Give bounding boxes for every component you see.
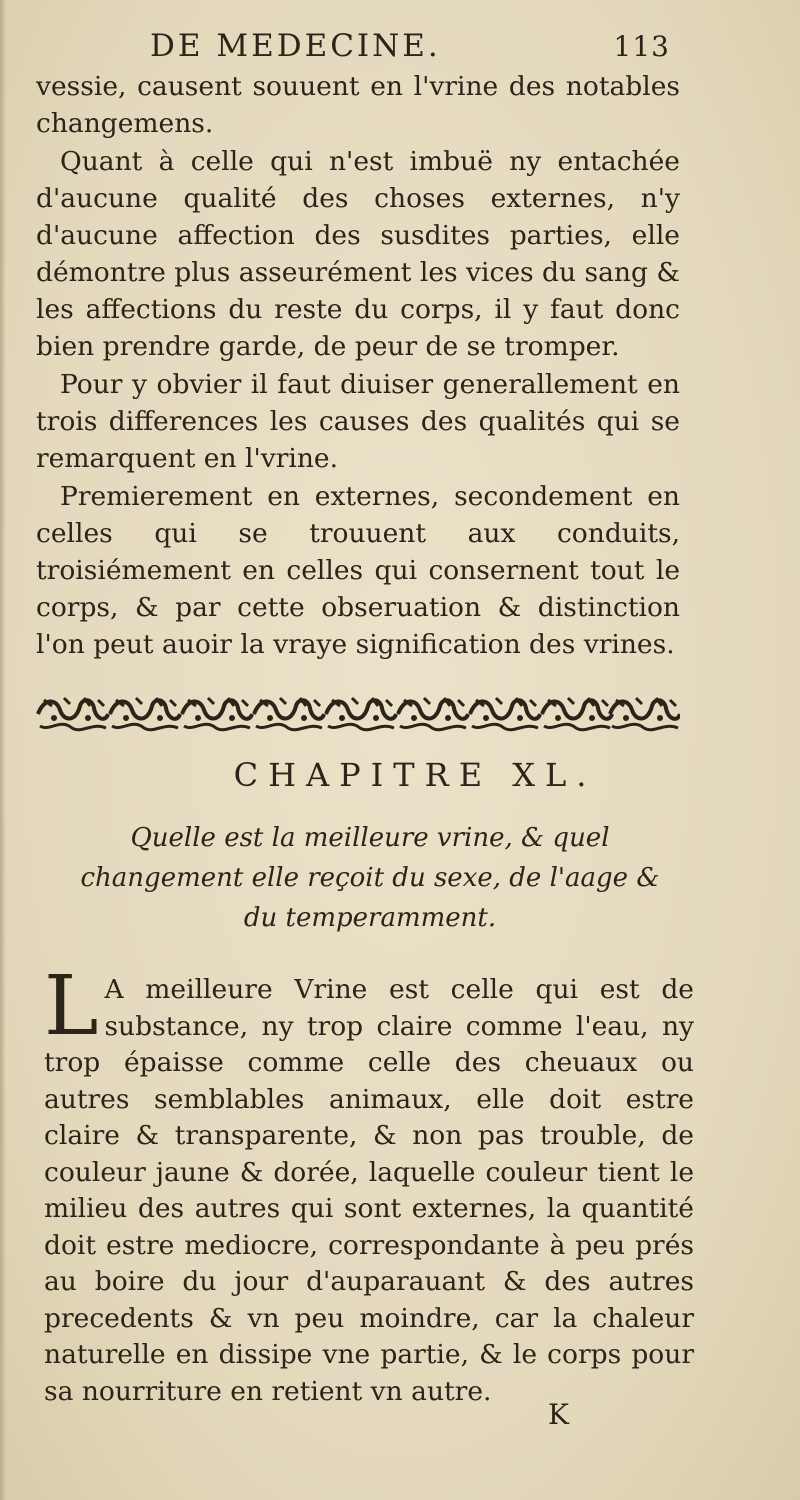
paragraph-1: vessie, causent souuent en l'vrine des notables changemens. xyxy=(36,71,680,139)
catchword: K xyxy=(548,1398,569,1431)
running-head-title: DE MEDECINE. xyxy=(150,28,441,64)
paragraph-3: Pour y obvier il faut diuiser generallement en trois differences les causes des qualités qui se remarquent en l'vrine. xyxy=(36,369,680,474)
running-head xyxy=(150,28,670,64)
page-number: 113 xyxy=(613,30,670,63)
chapter-body-text: A meilleure Vrine est celle qui est de substance, ny trop claire comme l'eau, ny trop épaisse comme celle des cheuaux ou autres semblables animaux, elle doit estre claire & transparente, & non pas trouble, de couleur jaune & dorée, laquelle couleur tient le milieu des autres qui sont externes, la quantité doit estre mediocre, correspondante à peu prés au boire du jour d'auparauant & des autres precedents & vn peu moindre, car la chaleur naturelle en dissipe vne partie, & le corps pour sa nourriture en retient vn autre. xyxy=(44,974,694,1407)
paragraph-4: Premierement en externes, secondement en celles qui se trouuent aux conduits, troisiémement en celles qui consernent tout le corps, & par cette obseruation & distinction l'on peut auoir la vraye signification des vrines. xyxy=(36,481,680,660)
ornamental-band xyxy=(36,692,680,736)
chapter-heading: CHAPITRE XL. xyxy=(233,756,597,794)
paragraph-2: Quant à celle qui n'est imbuë ny entachée d'aucune qualité des choses externes, n'y d'aucune affection des susdites parties, elle démontre plus asseurément les vices du sang & les affections du reste du corps, il y faut donc bien prendre garde, de peur de se tromper. xyxy=(36,146,680,362)
chapter-body xyxy=(44,959,694,1410)
page-spine-shadow xyxy=(0,0,6,1500)
chapter-subtitle: Quelle est la meilleure vrine, & quel changement elle reçoit du sexe, de l'aage & du temperamment. xyxy=(80,823,660,933)
drop-cap: L xyxy=(44,959,99,1054)
